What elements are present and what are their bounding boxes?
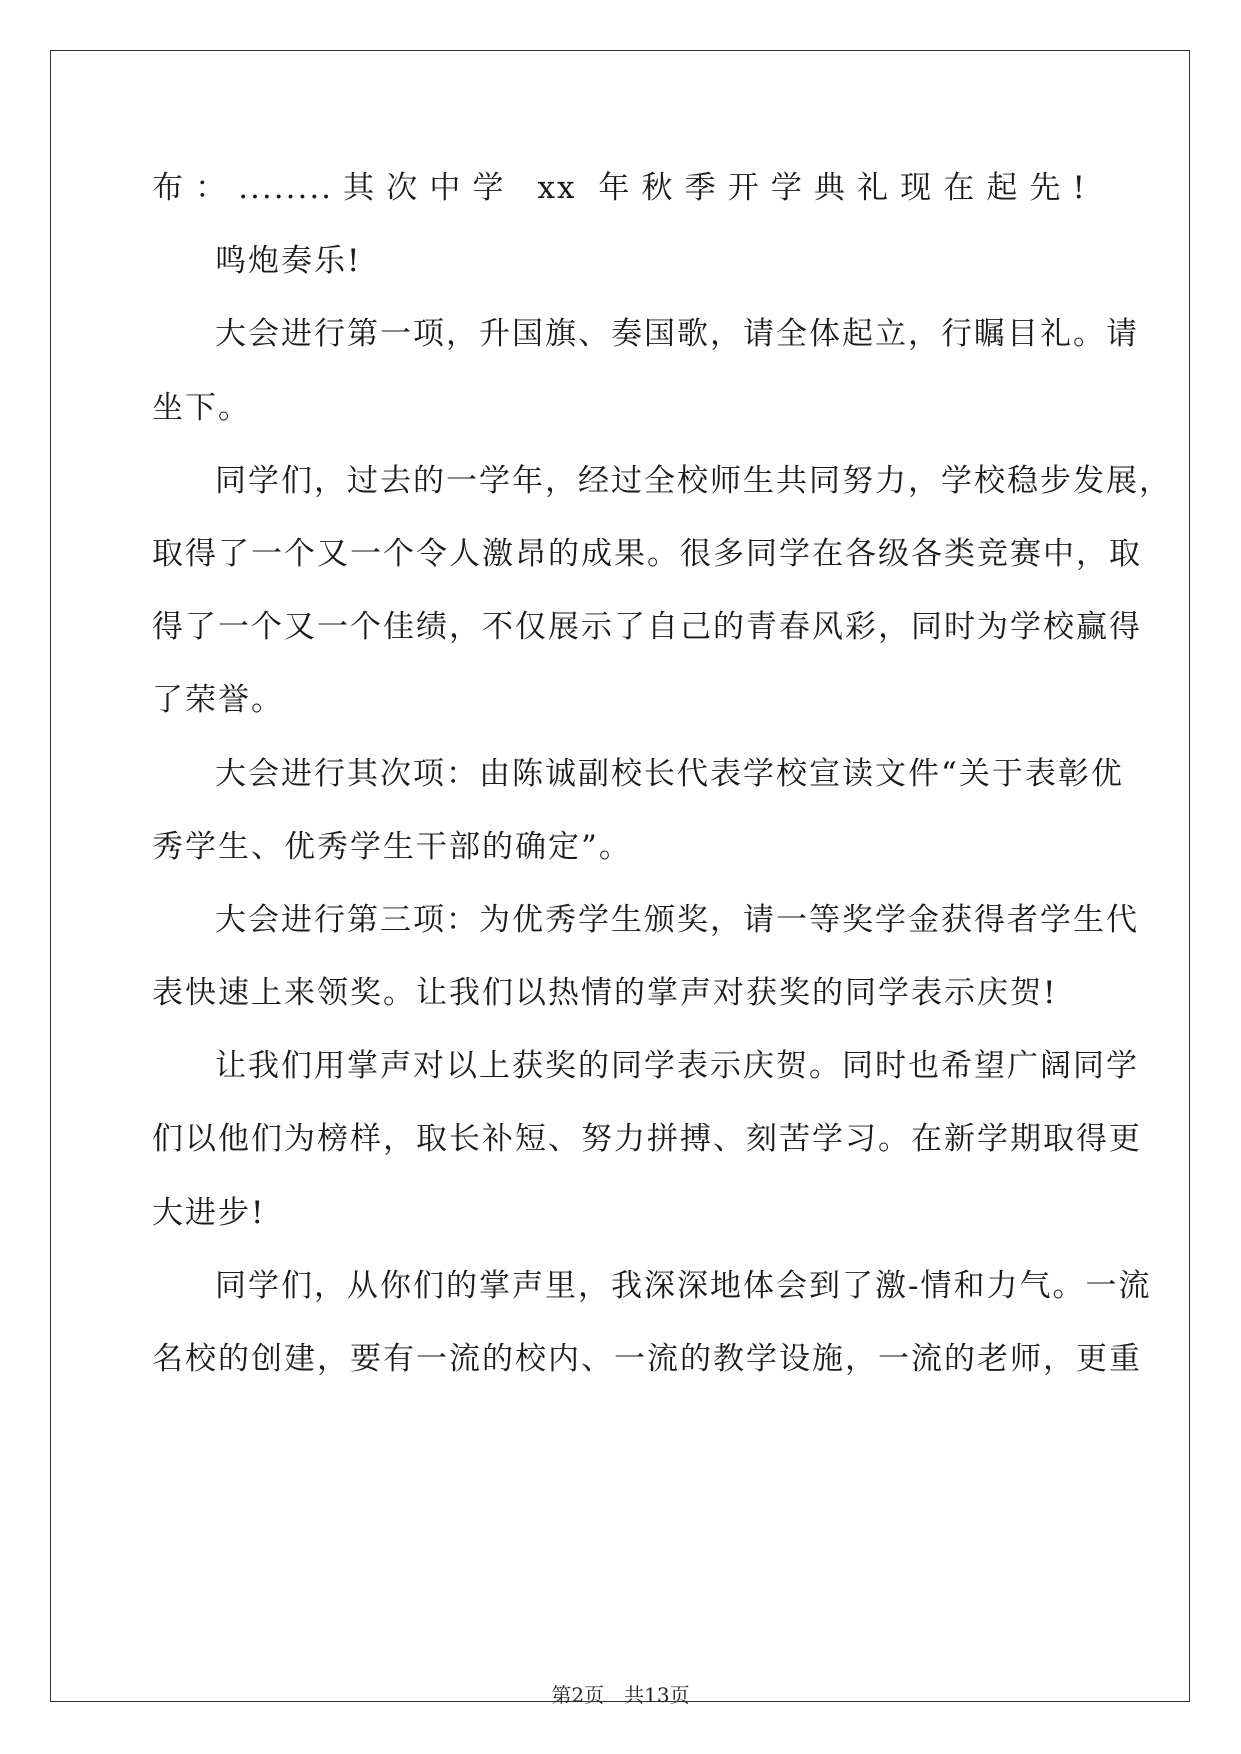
text-line: 了荣誉。 [152, 682, 284, 719]
text-line: 名校的创建，要有一流的校内、一流的教学设施，一流的老师，更重 [152, 1341, 1142, 1377]
text-line: 大会进行第三项：为优秀学生颁奖，请一等奖学金获得者学生代 [215, 901, 1139, 938]
text-line: 大会进行第一项，升国旗、奏国歌，请全体起立，行瞩目礼。请 [215, 316, 1139, 353]
text-line: 取得了一个又一个令人激昂的成果。很多同学在各级各类竞赛中，取 [152, 535, 1142, 572]
text-line: 得了一个又一个佳绩，不仅展示了自己的青春风彩，同时为学校赢得 [152, 609, 1142, 646]
text-line: 坐下。 [152, 389, 251, 426]
text-line: 们以他们为榜样，取长补短、努力拼搏、刻苦学习。在新学期取得更 [152, 1121, 1142, 1158]
page-number-current: 第2页 [551, 1683, 605, 1707]
text-line: 布：........其次中学 xx 年秋季开学典礼现在起先! [152, 170, 1087, 206]
document-body [152, 168, 1172, 1412]
text-line: 大会进行其次项：由陈诚副校长代表学校宣读文件“关于表彰优 [215, 755, 1124, 792]
text-line: 同学们，从你们的掌声里，我深深地体会到了激-情和力气。一流 [215, 1267, 1152, 1304]
page-number-total: 共13页 [624, 1683, 690, 1707]
text-line: 表快速上来领奖。让我们以热情的掌声对获奖的同学表示庆贺! [152, 975, 1058, 1012]
text-line: 同学们，过去的一学年，经过全校师生共同努力，学校稳步发展， [215, 462, 1172, 499]
text-line: 秀学生、优秀学生干部的确定”。 [152, 828, 632, 865]
text-line: 让我们用掌声对以上获奖的同学表示庆贺。同时也希望广阔同学 [215, 1048, 1139, 1085]
page-footer [0, 1683, 1241, 1707]
text-line: 鸣炮奏乐! [215, 243, 362, 280]
text-line: 大进步! [152, 1194, 266, 1231]
